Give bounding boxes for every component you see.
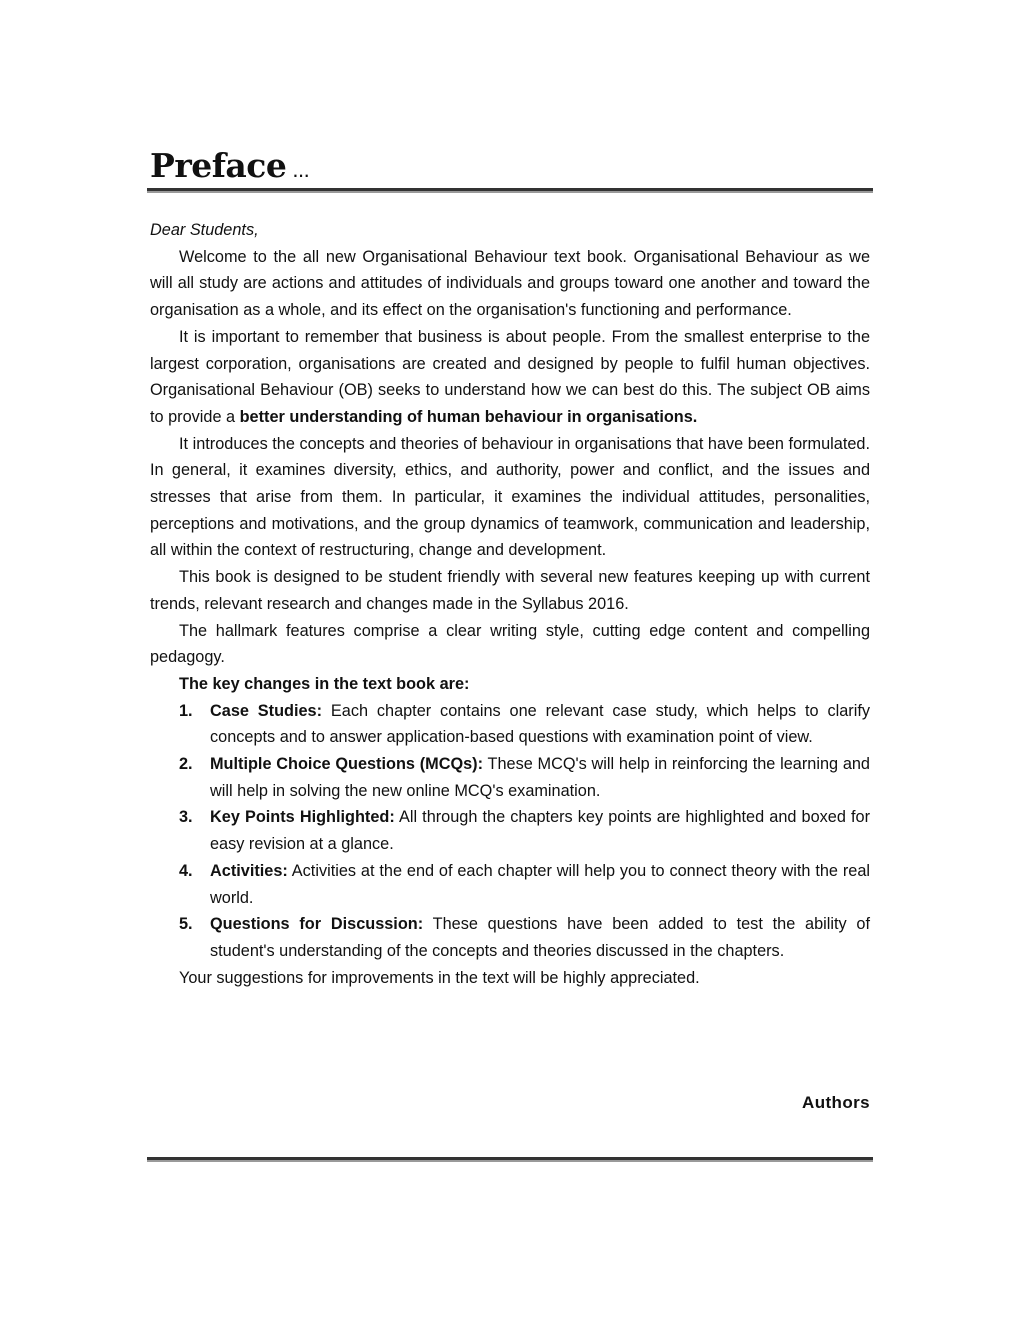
list-item — [150, 858, 870, 911]
title-ellipsis: ... — [292, 157, 310, 182]
list-item-number: 3. — [179, 808, 193, 827]
list-item — [150, 698, 870, 751]
paragraph-people-text: It is important to remember that business is about people. From the smallest enterprise to the largest corporation, organisations are created and designed by people to fulfil human objectives. Organisational Behaviour (OB) seeks to understand how we can best do this. The subject OB aims to provide a — [150, 327, 870, 426]
list-item-number: 1. — [179, 701, 193, 720]
list-item-label: Multiple Choice Questions (MCQs): — [210, 755, 484, 774]
list-item-number: 4. — [179, 861, 193, 880]
closing-note: Your suggestions for improvements in the text will be highly appreciated. — [179, 968, 700, 987]
list-item — [150, 911, 870, 964]
list-item-text: These questions have been added to test the ability of student's understanding of the concepts and theories discussed in the chapters. — [210, 915, 870, 960]
paragraph-welcome: Welcome to the all new Organisational Behaviour text book. Organisational Behaviour as we will all study are actions and attitudes of individuals and groups toward one another and toward the organisation as a whole, and its effect on the organisation's functioning and performance. — [150, 247, 870, 320]
preface-body — [150, 217, 870, 991]
list-item-text: These MCQ's will help in reinforcing the learning and will help in solving the new online MCQ's examination. — [210, 755, 870, 800]
list-item-number: 2. — [179, 755, 193, 774]
title-text: Preface — [150, 146, 287, 185]
list-item-label: Questions for Discussion: — [210, 915, 424, 934]
title-divider — [147, 188, 873, 193]
page-title — [150, 146, 309, 190]
paragraph-people — [150, 324, 870, 431]
list-item-text: All through the chapters key points are highlighted and boxed for easy revision at a glance. — [210, 808, 870, 854]
paragraph-concepts: It introduces the concepts and theories of behaviour in organisations that have been formulated. In general, it examines diversity, ethics, and authority, power and conflict, and the issues and stresses that arise from them. In particular, it examines the individual attitudes, personalities, perceptions and motivations, and the group dynamics of teamwork, communication and leadership, all within the context of restructuring, change and development. — [150, 434, 870, 560]
list-item-text: Activities at the end of each chapter will help you to connect theory with the real world. — [210, 861, 870, 907]
key-changes-list — [150, 698, 870, 965]
list-item-text: Each chapter contains one relevant case study, which helps to clarify concepts and to answer application-based questions with examination point of view. — [210, 701, 870, 747]
list-item — [150, 751, 870, 804]
paragraph-hallmark: The hallmark features comprise a clear writing style, cutting edge content and compelling pedagogy. — [150, 621, 870, 667]
list-item-number: 5. — [179, 915, 193, 934]
authors-signature: Authors — [802, 1093, 870, 1112]
paragraph-student-friendly: This book is designed to be student friendly with several new features keeping up with current trends, relevant research and changes made in the Syllabus 2016. — [150, 568, 870, 613]
list-item — [150, 804, 870, 857]
list-item-label: Activities: — [210, 861, 288, 880]
list-item-label: Key Points Highlighted: — [210, 808, 395, 827]
greeting: Dear Students, — [150, 221, 259, 239]
key-changes-heading: The key changes in the text book are: — [179, 674, 470, 693]
paragraph-people-emphasis: better understanding of human behaviour in organisations. — [239, 407, 698, 426]
list-item-label: Case Studies: — [210, 701, 323, 720]
footer-divider — [147, 1157, 873, 1162]
